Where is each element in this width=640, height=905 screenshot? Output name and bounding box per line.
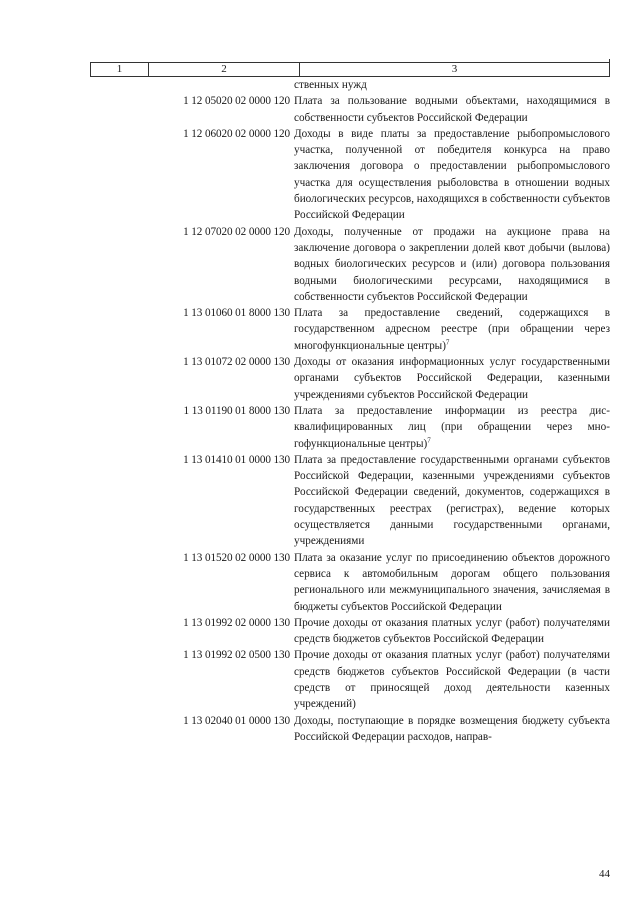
table-row — [140, 126, 610, 224]
description-text: Плата за оказание услуг по присоединению объектов дорожного сервиса к автомобильным дорогам общего пользования регионального или межмуниципального значения, зачисляемая в бюджеты субъектов Российской Федерации — [294, 551, 610, 613]
revenue-code: 1 13 01992 02 0500 130 — [183, 649, 290, 662]
column-header-3: 3 — [451, 63, 458, 75]
revenue-code: 1 13 01190 01 8000 130 — [183, 404, 290, 417]
description-text: Доходы, полученные от продажи на аукционе права на заключение договора о закреплении долей квот добычи (вылова) водных биологических ресурсов и (или) договора пользования водными биологическими ресурсами, находящимися в собственности субъектов Российской Федерации — [294, 225, 610, 303]
revenue-code: 1 13 01060 01 8000 130 — [183, 307, 290, 320]
revenue-code: 1 13 01072 02 0000 130 — [183, 356, 290, 369]
revenue-code: 1 12 05020 02 0000 120 — [183, 95, 290, 108]
revenue-code: 1 13 02040 01 0000 130 — [183, 714, 290, 727]
description-text: Прочие доходы от оказания платных услуг (работ) получателями средств бюджетов субъектов Российской Федерации (в части средств от приносящей доход деятельности казенных учреждений) — [294, 649, 610, 711]
column-header-1: 1 — [91, 63, 149, 76]
revenue-description — [294, 126, 610, 224]
description-text: Доходы, поступающие в порядке возмещения бюджету субъекта Российской Федерации расходов, направ- — [294, 714, 610, 743]
description-text: Доходы от оказания информационных услуг государственными органами субъектов Российской Федерации, казенными учреждениями субъектов Российской Федерации — [294, 356, 610, 401]
table-row — [140, 452, 610, 550]
revenue-code-table — [140, 77, 610, 745]
description-text: ственных нужд — [294, 79, 367, 91]
revenue-description — [294, 93, 610, 126]
table-row — [140, 647, 610, 712]
revenue-description — [294, 713, 610, 746]
table-row — [140, 354, 610, 403]
table-edge-mark — [609, 59, 610, 77]
table-row — [140, 224, 610, 305]
column-header-2: 2 — [149, 63, 300, 76]
table-row — [140, 93, 610, 126]
revenue-description — [294, 354, 610, 403]
revenue-code: 1 13 01410 01 0000 130 — [183, 453, 290, 466]
column-header-row — [90, 62, 609, 77]
revenue-description — [294, 647, 610, 712]
revenue-description — [294, 403, 610, 452]
revenue-description — [294, 615, 610, 648]
table-row — [140, 403, 610, 452]
revenue-code: 1 12 07020 02 0000 120 — [183, 225, 290, 238]
description-text: Плата за предоставление сведений, содержащихся в государственном адресном реестре (при обращении через многофункциональные центры) — [294, 307, 610, 352]
page-number: 44 — [599, 868, 610, 880]
table-row — [140, 305, 610, 354]
description-text: Плата за предоставление информации из реестра дисквалифицированных лиц (при обращении через многофункциональные центры) — [294, 404, 610, 450]
description-text: Плата за предоставление государственными органами субъектов Российской Федерации, казенными учреждениями субъектов Российской Федерации сведений, документов, содержащихся в государственных реестрах (регистрах), ведение которых осуществляется данными государственными органами, учреждениями — [294, 453, 610, 548]
revenue-description — [294, 224, 610, 305]
description-text: Плата за пользование водными объектами, находящимися в собственности субъектов Российской Федерации — [294, 95, 610, 124]
revenue-code: 1 12 06020 02 0000 120 — [183, 127, 290, 140]
table-row — [140, 615, 610, 648]
revenue-description — [294, 77, 610, 93]
table-row — [140, 550, 610, 615]
revenue-description — [294, 305, 610, 354]
revenue-description — [294, 550, 610, 615]
description-text: Доходы в виде платы за предоставление рыбопромыслового участка, полученной от победителя конкурса на право заключения договора о предоставлении рыбопромыслового участка для осуществления рыболовства в отношении водных биологических ресурсов, находящихся в собственности субъектов Российской Федерации — [294, 127, 611, 222]
revenue-code: 1 13 01992 02 0000 130 — [183, 616, 290, 629]
revenue-description — [294, 452, 610, 550]
table-row — [140, 77, 610, 93]
footnote-marker: 7 — [427, 435, 431, 444]
table-row — [140, 713, 610, 746]
footnote-marker: 7 — [445, 338, 450, 347]
revenue-code: 1 13 01520 02 0000 130 — [183, 551, 290, 564]
description-text: Прочие доходы от оказания платных услуг (работ) получателями средств бюджетов субъектов Российской Федерации — [294, 616, 610, 646]
